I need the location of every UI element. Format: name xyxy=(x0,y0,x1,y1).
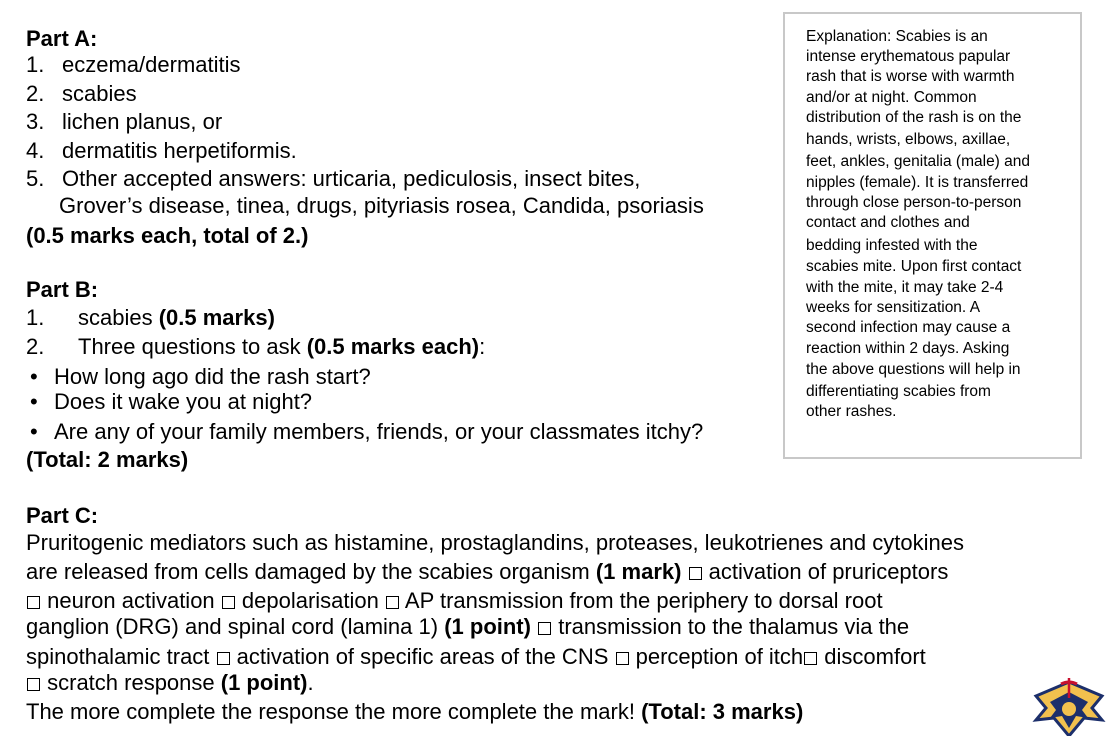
explanation-line: Explanation: Scabies is an xyxy=(806,28,988,45)
question-text: scabies xyxy=(78,305,159,330)
checkbox-icon xyxy=(27,678,40,691)
item-number: 5. xyxy=(26,166,45,191)
explanation-line: scabies mite. Upon first contact xyxy=(806,258,1022,275)
explanation-line: differentiating scabies from xyxy=(806,383,991,400)
part-c-line-2 xyxy=(26,559,948,585)
part-b-total: (Total: 2 marks) xyxy=(26,447,189,472)
part-a-item-2 xyxy=(26,81,137,107)
text: transmission to the thalamus via the xyxy=(552,614,910,639)
explanation-line: weeks for sensitization. A xyxy=(806,299,981,316)
marks: (1 point) xyxy=(220,670,308,695)
explanation-line: other rashes. xyxy=(806,403,897,420)
text: activation of specific areas of the CNS xyxy=(230,644,615,669)
part-c-line-5 xyxy=(26,644,926,670)
part-c-line-7 xyxy=(26,699,803,725)
item-text: dermatitis herpetiformis. xyxy=(62,138,297,163)
text: are released from cells damaged by the scabies organism xyxy=(26,559,596,584)
item-text: lichen planus, or xyxy=(62,109,223,134)
question-colon: : xyxy=(479,334,486,359)
bullet-icon: • xyxy=(30,419,38,444)
part-b-bullet-2 xyxy=(30,389,312,415)
item-text: eczema/dermatitis xyxy=(62,52,241,77)
part-c-line-6 xyxy=(26,670,314,696)
explanation-line: rash that is worse with warmth xyxy=(806,68,1015,85)
question-marks: (0.5 marks) xyxy=(158,305,275,330)
text: activation of pruriceptors xyxy=(702,559,949,584)
text: AP transmission from the periphery to dorsal root xyxy=(400,588,883,613)
checkbox-icon xyxy=(27,596,40,609)
text: ganglion (DRG) and spinal cord (lamina 1) xyxy=(26,614,445,639)
checkbox-icon xyxy=(217,652,230,665)
part-b-question-1 xyxy=(26,305,275,331)
part-c-heading: Part C: xyxy=(26,503,99,528)
part-a-heading: Part A: xyxy=(26,26,98,51)
text: discomfort xyxy=(818,644,926,669)
item-text: scabies xyxy=(62,81,137,106)
checkbox-icon xyxy=(689,567,702,580)
explanation-line: nipples (female). It is transferred xyxy=(806,174,1029,191)
explanation-line: and/or at night. Common xyxy=(806,89,977,106)
item-number: 2. xyxy=(26,81,45,106)
explanation-line: distribution of the rash is on the xyxy=(806,109,1022,126)
marks: (1 point) xyxy=(444,614,531,639)
explanation-line: intense erythematous papular xyxy=(806,48,1011,65)
part-a-item-5-continued: Grover’s disease, tinea, drugs, pityriasis rosea, Candida, psoriasis xyxy=(59,193,704,218)
text: spinothalamic tract xyxy=(26,644,216,669)
question-number: 2. xyxy=(26,334,45,359)
explanation-line: contact and clothes and xyxy=(806,214,970,231)
bullet-text: Are any of your family members, friends, or your classmates itchy? xyxy=(54,419,704,444)
question-text: Three questions to ask xyxy=(78,334,307,359)
explanation-line: second infection may cause a xyxy=(806,319,1011,336)
part-a-marks: (0.5 marks each, total of 2.) xyxy=(26,223,309,248)
part-c-line-3 xyxy=(26,588,883,614)
part-a-item-4 xyxy=(26,138,297,164)
bullet-text: Does it wake you at night? xyxy=(54,389,313,414)
question-number: 1. xyxy=(26,305,45,330)
text: perception of itch xyxy=(629,644,804,669)
explanation-line: feet, ankles, genitalia (male) and xyxy=(806,153,1031,170)
text: depolarisation xyxy=(235,588,385,613)
part-c-line-1: Pruritogenic mediators such as histamine, prostaglandins, proteases, leukotrienes and cytokines xyxy=(26,530,964,555)
part-a-item-5 xyxy=(26,166,640,192)
checkbox-icon xyxy=(616,652,629,665)
explanation-line: bedding infested with the xyxy=(806,237,978,254)
explanation-line: hands, wrists, elbows, axillae, xyxy=(806,131,1011,148)
part-b-question-2 xyxy=(26,334,485,360)
text: scratch response xyxy=(41,670,221,695)
crest-logo-icon xyxy=(1030,678,1108,736)
text: neuron activation xyxy=(41,588,221,613)
explanation-line: reaction within 2 days. Asking xyxy=(806,340,1010,357)
explanation-line: the above questions will help in xyxy=(806,361,1021,378)
text: . xyxy=(307,670,314,695)
checkbox-icon xyxy=(386,596,399,609)
part-b-bullet-1 xyxy=(30,364,371,390)
checkbox-icon xyxy=(222,596,235,609)
part-a-item-3 xyxy=(26,109,222,135)
explanation-line: with the mite, it may take 2-4 xyxy=(806,279,1004,296)
bullet-icon: • xyxy=(30,389,38,414)
marks: (1 mark) xyxy=(595,559,682,584)
explanation-box xyxy=(783,12,1082,459)
checkbox-icon xyxy=(804,652,817,665)
part-b-heading: Part B: xyxy=(26,277,99,302)
item-number: 4. xyxy=(26,138,45,163)
explanation-line: through close person-to-person xyxy=(806,194,1022,211)
question-marks: (0.5 marks each) xyxy=(306,334,480,359)
part-a-item-1 xyxy=(26,52,241,78)
part-b-bullet-3 xyxy=(30,419,703,445)
item-text: Other accepted answers: urticaria, pediculosis, insect bites, xyxy=(62,166,641,191)
item-number: 1. xyxy=(26,52,45,77)
item-number: 3. xyxy=(26,109,45,134)
bullet-text: How long ago did the rash start? xyxy=(54,364,371,389)
marks: (Total: 3 marks) xyxy=(641,699,804,724)
text: The more complete the response the more complete the mark! xyxy=(26,699,642,724)
bullet-icon: • xyxy=(30,364,38,389)
checkbox-icon xyxy=(538,622,551,635)
part-c-line-4 xyxy=(26,614,909,640)
